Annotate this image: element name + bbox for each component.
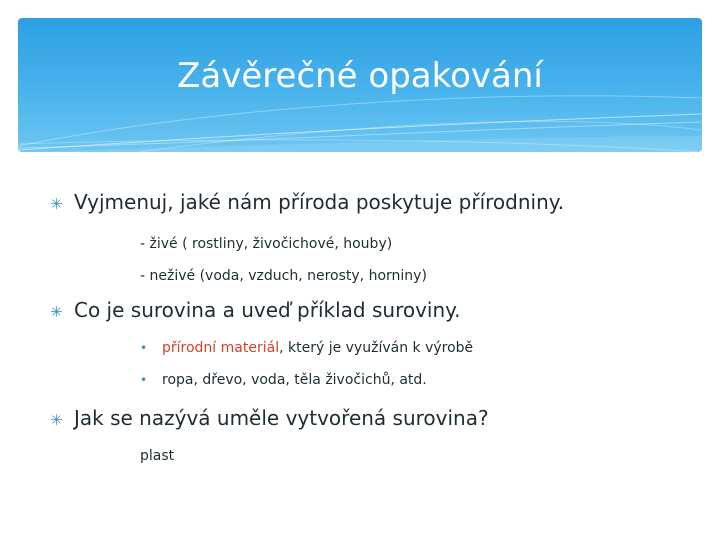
point-text: ropa, dřevo, voda, těla živočichů, atd. <box>162 372 427 388</box>
question-2-text: Co je surovina a uveď příklad suroviny. <box>74 298 461 322</box>
answer-2-point-2 <box>140 372 427 388</box>
bullet-question-2 <box>50 298 461 322</box>
asterisk-bullet-icon: ✳ <box>50 195 63 213</box>
bullet-question-3 <box>50 406 489 430</box>
bullet-question-1 <box>50 190 564 214</box>
asterisk-bullet-icon: ✳ <box>50 303 63 321</box>
point-text: , který je využíván k výrobě <box>279 340 474 356</box>
slide-title: Závěrečné opakování <box>177 56 543 96</box>
answer-1-line-2: - neživé (voda, vzduch, nerosty, horniny) <box>140 268 427 284</box>
dot-bullet-icon: • <box>140 373 148 387</box>
question-1-text: Vyjmenuj, jaké nám příroda poskytuje přírodniny. <box>74 190 565 214</box>
highlight-text: přírodní materiál <box>162 340 280 356</box>
answer-2-point-1 <box>140 340 473 356</box>
answer-3-text: plast <box>140 448 175 464</box>
answer-1-line-1: - živé ( rostliny, živočichové, houby) <box>140 236 393 252</box>
question-3-text: Jak se nazývá uměle vytvořená surovina? <box>74 406 489 430</box>
dot-bullet-icon: • <box>140 341 148 355</box>
asterisk-bullet-icon: ✳ <box>50 411 63 429</box>
